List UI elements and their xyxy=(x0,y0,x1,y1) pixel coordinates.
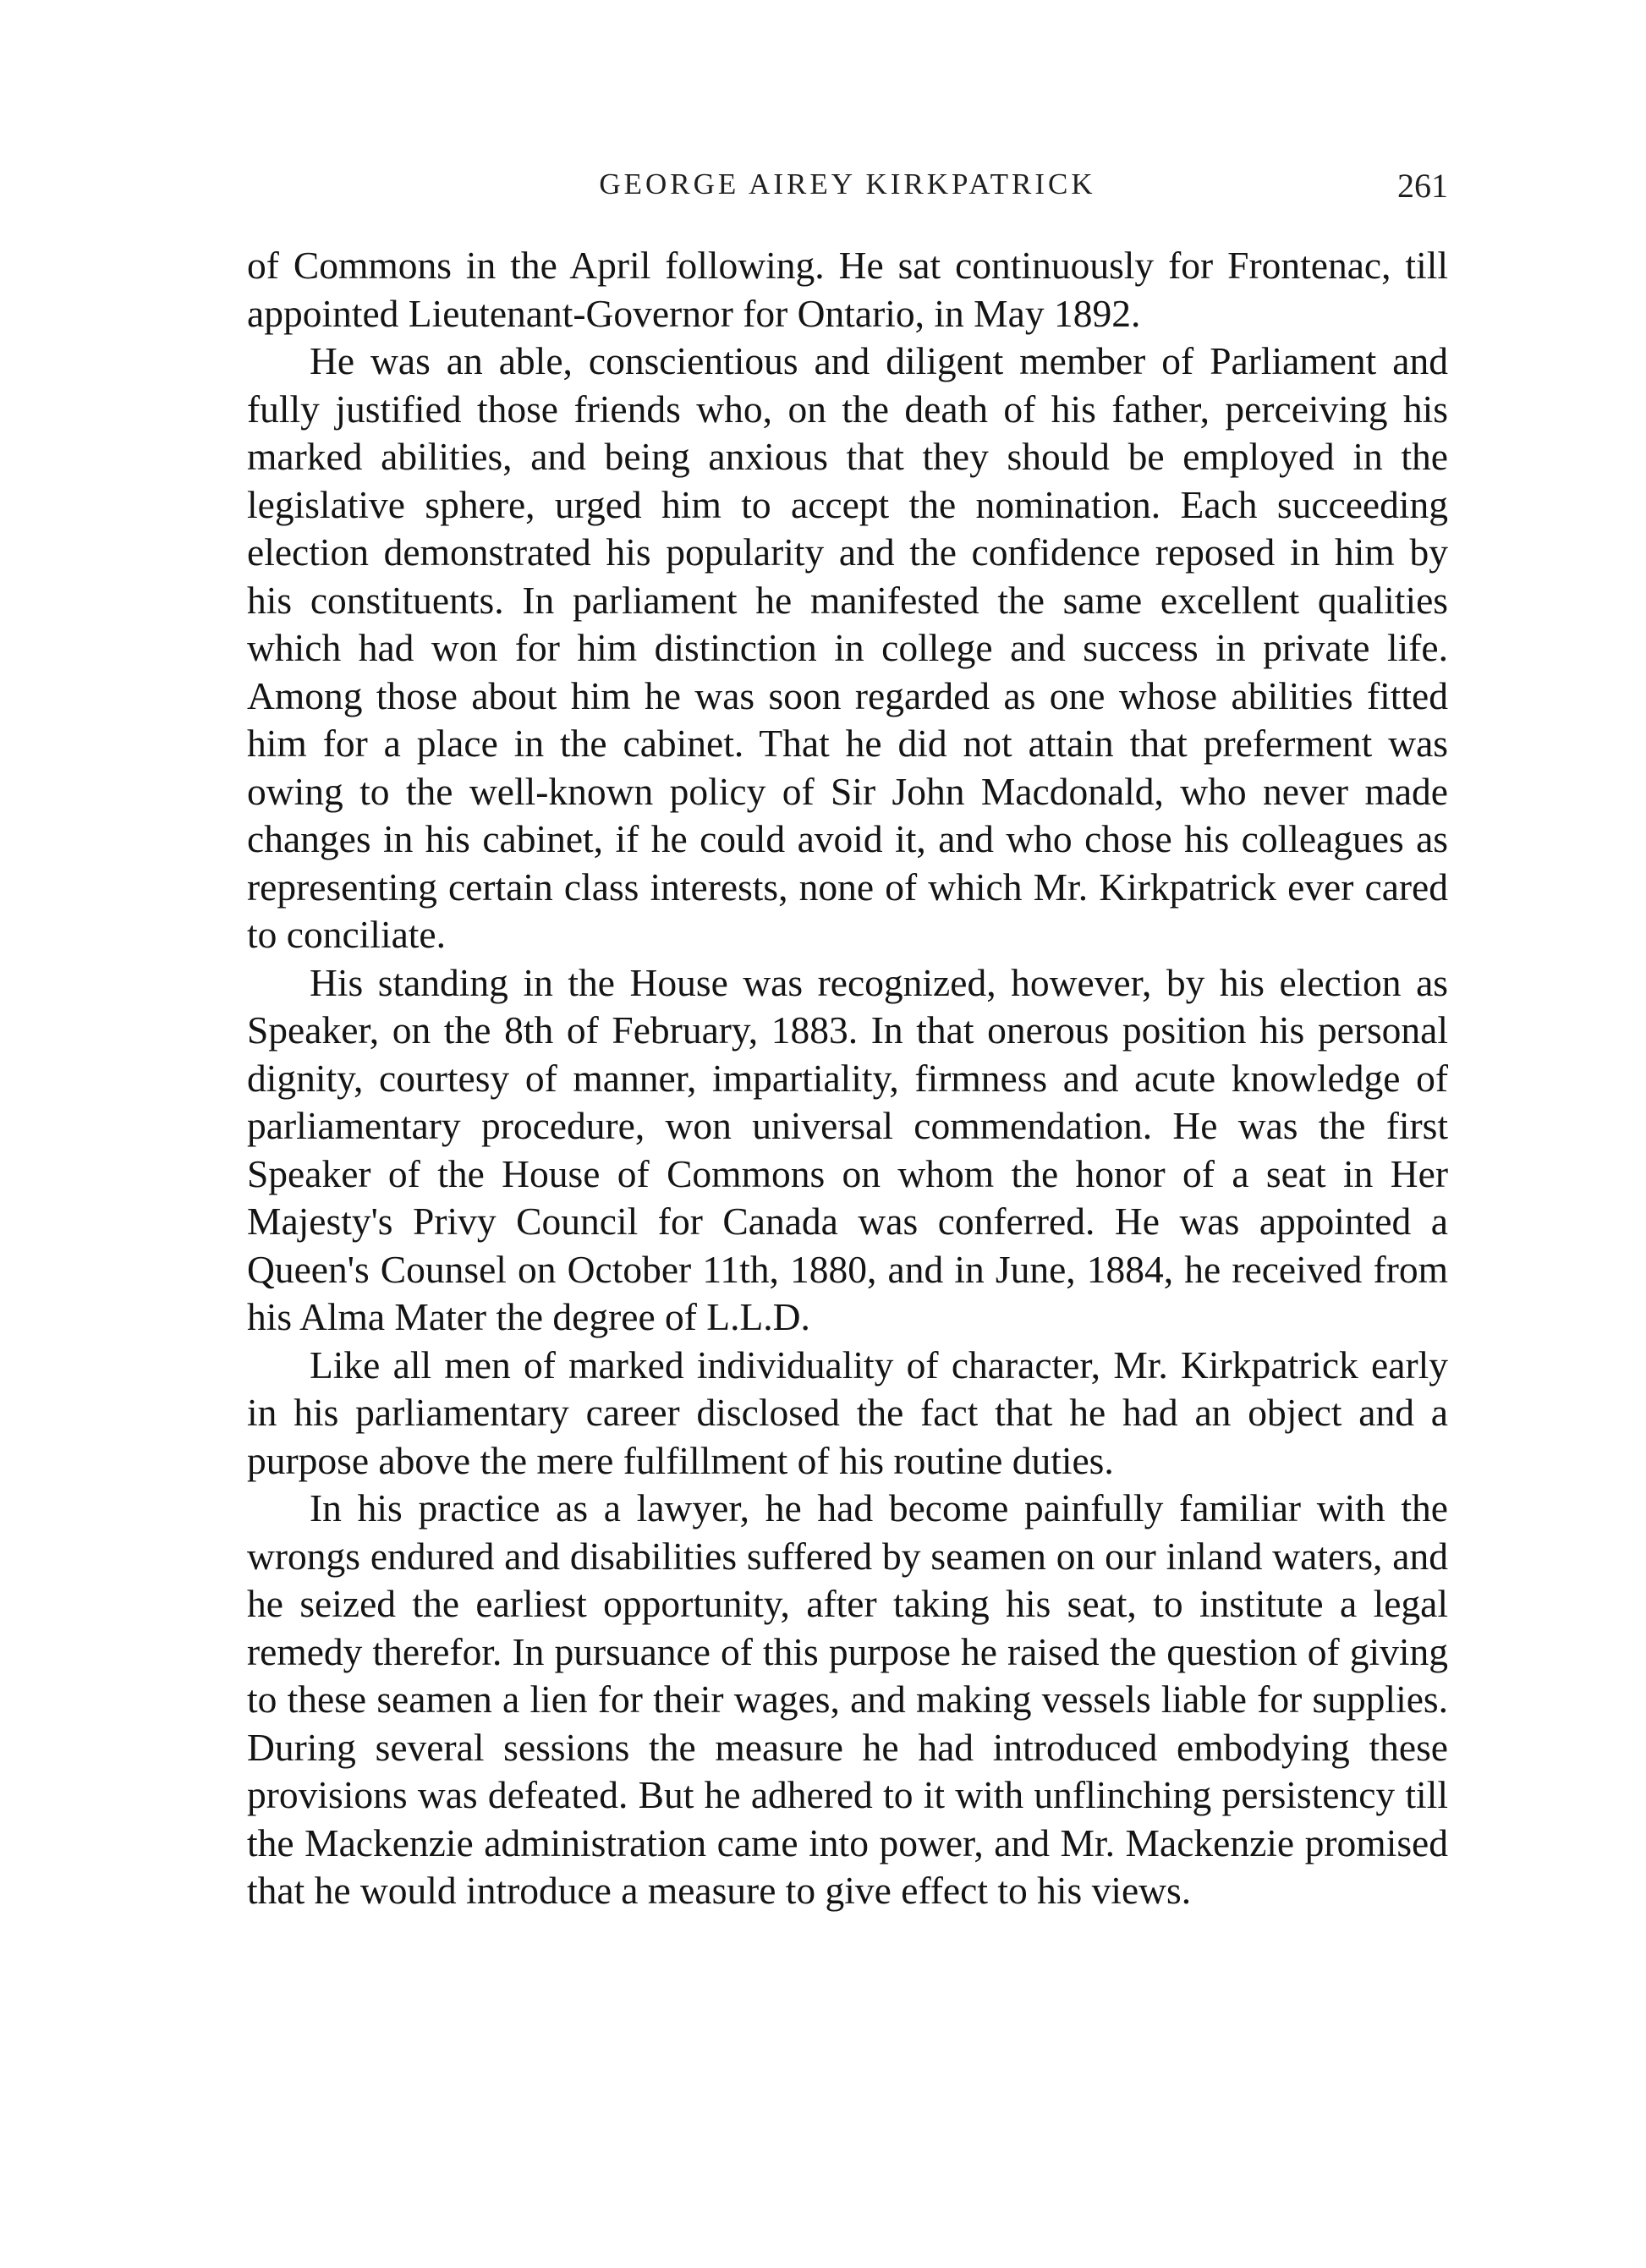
running-head xyxy=(247,167,1448,218)
paragraph: His standing in the House was recognized, however, by his election as Speaker, on the 8th of February, 1883. In that onerous position his personal dignity, courtesy of manner, impartiality, firmness and acute knowledge of parliamentary procedure, won universal commendation. He was the first Speaker of the House of Commons on whom the honor of a seat in Her Majesty's Privy Council for Canada was conferred. He was appointed a Queen's Counsel on October 11th, 1880, and in June, 1884, he received from his Alma Mater the degree of L.L.D. xyxy=(247,960,1448,1338)
paragraph: Like all men of marked individuality of character, Mr. Kirkpatrick early in his parliamentary career disclosed the fact that he had an object and a purpose above the mere fulfillment of his routine duties. xyxy=(247,1343,1448,1482)
running-title: GEORGE AIREY KIRKPATRICK xyxy=(599,167,1096,200)
body-text xyxy=(247,242,1448,1915)
paragraph: He was an able, conscientious and diligent member of Parliament and fully justified those friends who, on the death of his father, perceiving his marked abilities, and being anxious that they should be employed in the legislative sphere, urged him to accept the nomination. Each succeeding election demonstrated his popularity and the confidence reposed in him by his constituents. In parliament he manifested the same excellent qualities which had won for him distinction in college and success in private life. Among those about him he was soon regarded as one whose abilities fitted him for a place in the cabinet. That he did not attain that preferment was owing to the well-known policy of Sir John Macdonald, who never made changes in his cabinet, if he could avoid it, and who chose his colleagues as representing certain class interests, none of which Mr. Kirkpatrick ever cared to conciliate. xyxy=(247,339,1448,956)
paragraph: In his practice as a lawyer, he had become painfully familiar with the wrongs endured and disabilities suffered by seamen on our inland waters, and he seized the earliest opportunity, after taking his seat, to institute a legal remedy therefor. In pursuance of this purpose he raised the question of giving to these seamen a lien for their wages, and making vessels liable for supplies. During several sessions the measure he had introduced embodying these provisions was defeated. But he adhered to it with unflinching persistency till the Mackenzie administration came into power, and Mr. Mackenzie promised that he would introduce a measure to give effect to his views. xyxy=(247,1486,1448,1912)
paragraph-continuation: of Commons in the April following. He sat continuously for Frontenac, till appointed Lieutenant-Governor for Ontario, in May 1892. xyxy=(247,244,1448,335)
page-number: 261 xyxy=(1397,167,1448,205)
